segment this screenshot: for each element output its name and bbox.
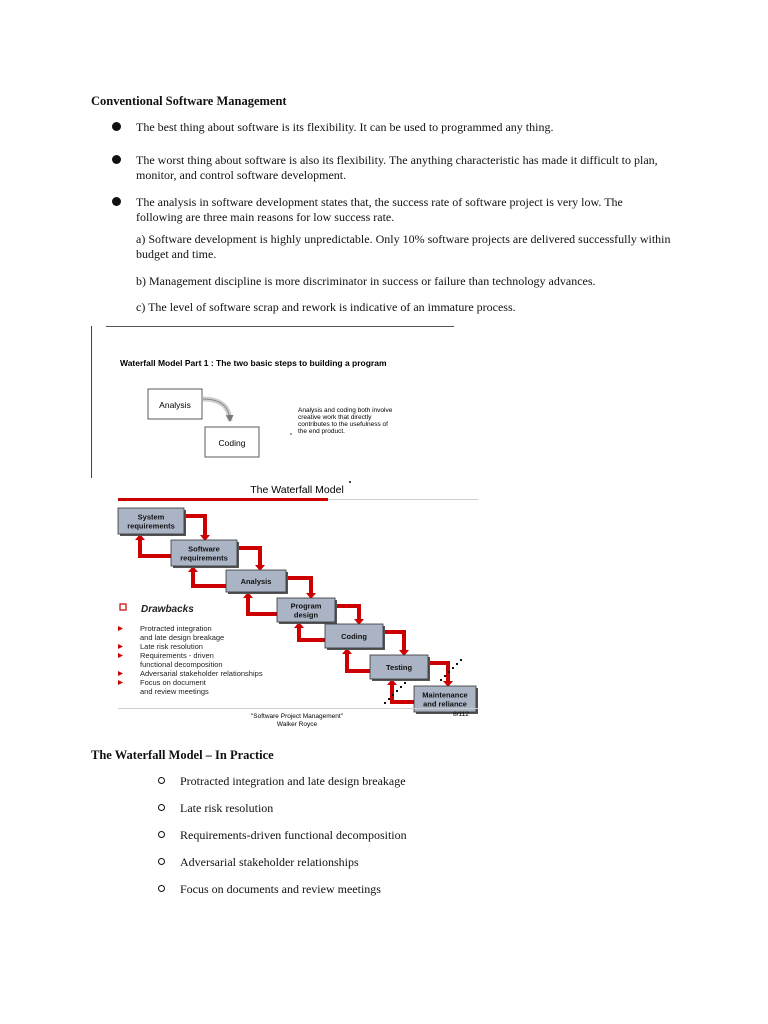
svg-text:the end product.: the end product.	[298, 428, 345, 435]
analysis-box-label: Analysis	[159, 400, 191, 410]
waterfall-model-figure	[118, 481, 478, 728]
forward-arrow	[428, 663, 448, 684]
circle-bullet-icon	[158, 804, 165, 811]
step-label: Coding	[341, 632, 367, 641]
step-label: and reliance	[423, 699, 467, 709]
step-label: Analysis	[240, 577, 272, 586]
figure1-title: Waterfall Model Part 1 : The two basic steps to building a program	[120, 358, 387, 368]
step-label: requirements	[127, 521, 175, 531]
coding-box-label: Coding	[218, 438, 246, 448]
drawbacks-box-icon	[120, 604, 126, 610]
drawback-arrow-icon	[118, 644, 123, 649]
svg-text:Analysis and coding both invol: Analysis and coding both involve	[298, 407, 393, 414]
circle-bullet-icon	[158, 885, 165, 892]
waterfall-part1-figure	[120, 358, 393, 457]
step-label: design	[293, 610, 319, 620]
drawback-item: and review meetings	[140, 687, 209, 696]
list-item: Late risk resolution	[158, 801, 407, 828]
bullet-item: The best thing about software is its flexibility. It can be used to programmed any thing.	[112, 120, 672, 135]
figure2-page-ref: 8/112	[453, 711, 469, 718]
red-rule	[118, 498, 328, 501]
forward-arrow	[184, 516, 205, 538]
reason-c: c) The level of software scrap and rework is indicative of an immature process.	[136, 300, 516, 314]
list-item: Adversarial stakeholder relationships	[158, 855, 407, 882]
bullet-item: The analysis in software development states that, the success rate of software project is very low. The following are three main reasons for low success rate.	[112, 195, 672, 225]
figure2-source: "Software Project Management"	[250, 713, 344, 720]
section-heading-in-practice: The Waterfall Model – In Practice	[91, 748, 274, 762]
drawback-arrow-icon	[118, 680, 123, 685]
reason-b: b) Management discipline is more discriminator in success or failure than technology advances.	[136, 274, 596, 288]
drawback-item: Late risk resolution	[140, 642, 203, 651]
figure2-title: The Waterfall Model	[250, 484, 344, 496]
circle-bullet-icon	[158, 858, 165, 865]
list-item: Focus on documents and review meetings	[158, 882, 407, 909]
step-label: Software	[188, 544, 220, 554]
step-label: Program	[290, 601, 322, 611]
drawback-arrow-icon	[118, 626, 123, 631]
forward-arrow	[383, 632, 404, 653]
drawback-arrow-icon	[118, 653, 123, 658]
step-label: Maintenance	[422, 690, 468, 700]
svg-text:contributes to the usefulness: contributes to the usefulness of	[298, 421, 388, 428]
circle-bullet-icon	[158, 777, 165, 784]
figure2-source-author: Walker Royce	[276, 721, 318, 728]
bullet-item: The worst thing about software is also its flexibility. The anything characteristic has made it difficult to plan, monitor, and control software development.	[112, 153, 672, 183]
drawback-item: Adversarial stakeholder relationships	[140, 669, 263, 678]
figure1-note	[298, 407, 393, 435]
drawback-item: Protracted integration	[140, 624, 212, 633]
drawbacks-heading: Drawbacks	[141, 604, 194, 615]
list-item: Protracted integration and late design breakage	[158, 774, 407, 801]
reason-a: a) Software development is highly unpredictable. Only 10% software projects are delivered successfully within budget and time.	[136, 232, 671, 261]
drawback-item: Focus on document	[140, 678, 206, 687]
drawback-item: Requirements - driven	[140, 651, 214, 660]
circle-bullet-icon	[158, 831, 165, 838]
drawback-item: functional decomposition	[140, 660, 223, 669]
list-item: Requirements-driven functional decomposition	[158, 828, 407, 855]
svg-text:creative work that directly: creative work that directly	[298, 414, 372, 421]
step-label: requirements	[180, 553, 228, 563]
section-heading-conventional: Conventional Software Management	[91, 94, 287, 108]
gray-rule	[328, 499, 478, 500]
step-label: System	[137, 512, 165, 522]
flow-arrow	[203, 399, 230, 421]
practice-list	[158, 774, 407, 909]
step-label: Testing	[385, 663, 413, 672]
drawback-arrow-icon	[118, 671, 123, 676]
feedback-arrow	[193, 569, 226, 586]
drawback-item: and late design breakage	[140, 633, 225, 642]
